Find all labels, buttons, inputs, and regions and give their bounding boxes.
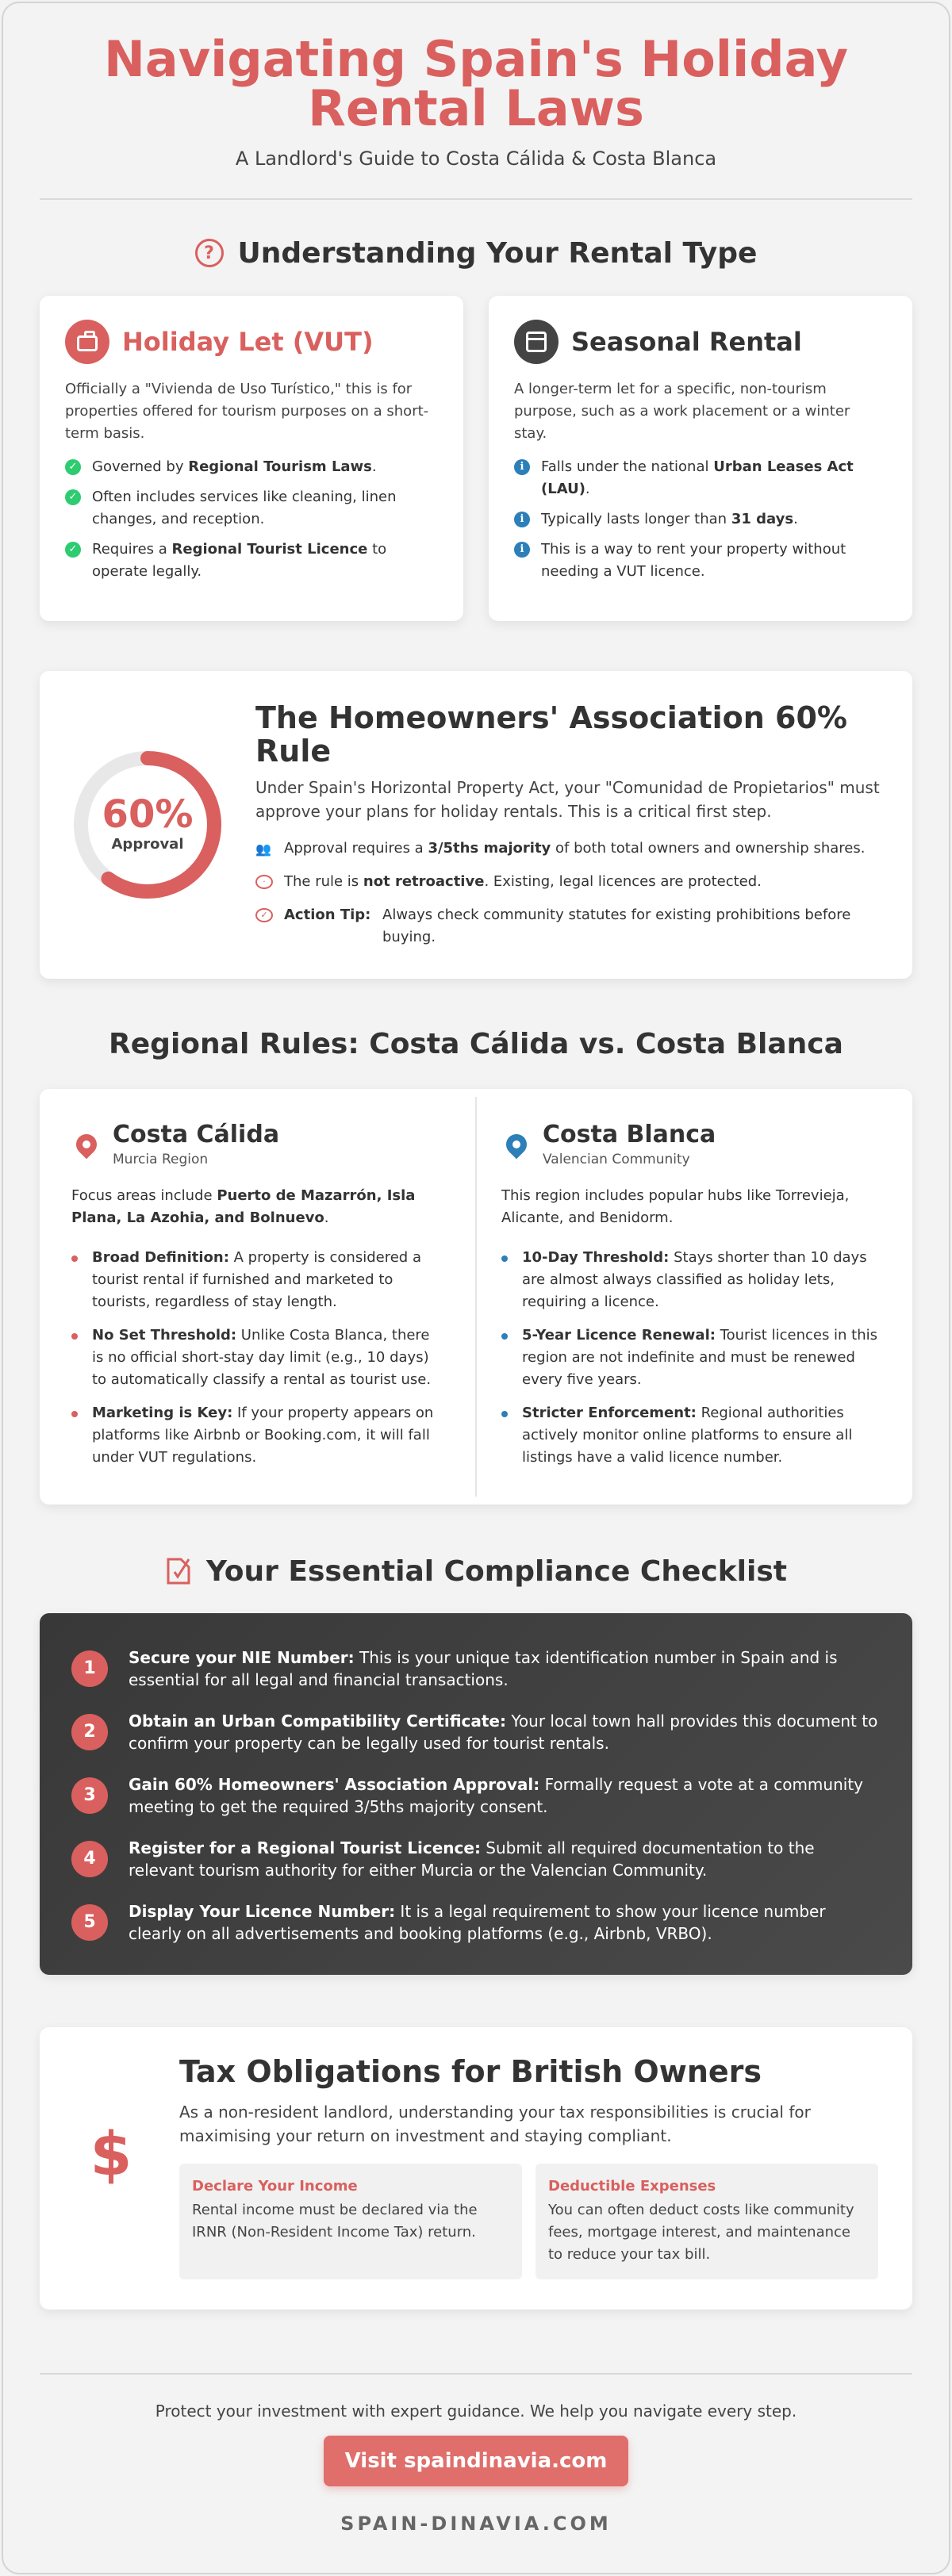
check-circle-icon: ✓ — [65, 542, 81, 558]
calida-title: Costa Cálida — [113, 1121, 280, 1148]
action-tip-text: Always check community statutes for existing prohibitions before buying. — [382, 907, 851, 945]
list-item: ✓ Governed by Regional Tourism Laws. — [65, 456, 438, 478]
seasonal-description: A longer-term let for a specific, non-tourism purpose, such as a work placement or a winter stay. — [514, 381, 850, 442]
brand-footer: SPAIN-DINAVIA.COM — [340, 2513, 612, 2535]
gauge-label: Approval — [111, 836, 184, 853]
hoa-description: Under Spain's Horizontal Property Act, your "Comunidad de Propietarios" must approve your plans for holiday rentals. This is a critical first step. — [255, 778, 880, 821]
users-icon: 👥 — [255, 841, 271, 857]
blanca-intro: This region includes popular hubs like Torrevieja, Alicante, and Benidorm. — [501, 1187, 850, 1226]
check-circle-icon: ✓ — [65, 489, 81, 505]
info-circle-icon: i — [514, 459, 530, 475]
approval-item: 👥 Approval requires a 3/5ths majority of both total owners and ownership shares. — [255, 838, 882, 861]
dollar-icon: $ — [90, 2118, 132, 2189]
gauge-value: 60% — [102, 792, 194, 837]
deductible-expenses-box — [536, 2164, 878, 2279]
divider — [40, 198, 912, 200]
action-tip-item — [255, 904, 882, 949]
calendar-icon — [514, 320, 559, 364]
question-circle-icon: ? — [195, 239, 224, 267]
seasonal-title: Seasonal Rental — [571, 327, 802, 357]
list-item: Stricter Enforcement: Regional authorities actively monitor online platforms to ensure all listings have a valid licence number. — [501, 1402, 887, 1469]
map-pin-icon — [72, 1129, 102, 1159]
declare-income-text: Rental income must be declared via the IRNR (Non-Resident Income Tax) return. — [192, 2202, 478, 2241]
blanca-title: Costa Blanca — [543, 1121, 716, 1148]
rental-type-heading: ? Understanding Your Rental Type — [40, 235, 912, 271]
checklist-step: 3 Gain 60% Homeowners' Association Approval: Formally request a vote at a community meeting to get the required 3/5ths majority consent. — [71, 1773, 881, 1818]
list-item: i Typically lasts longer than 31 days. — [514, 508, 887, 531]
retroactive-item: · The rule is not retroactive. Existing, legal licences are protected. — [255, 871, 882, 893]
hoa-title: The Homeowners' Association 60% Rule — [255, 700, 847, 769]
column-divider — [475, 1097, 477, 1497]
holiday-let-title: Holiday Let (VUT) — [122, 327, 374, 357]
checklist-card — [40, 1613, 912, 1975]
action-tip-label: Action Tip: — [284, 907, 371, 923]
checklist-step: 1 Secure your NIE Number: This is your unique tax identification number in Spain and is essential for all legal and financial transactions. — [71, 1646, 881, 1691]
briefcase-icon — [65, 320, 109, 364]
tax-title: Tax Obligations for British Owners — [179, 2054, 762, 2089]
list-item: 5-Year Licence Renewal: Tourist licences in this region are not indefinite and must be renewed every five years. — [501, 1324, 887, 1391]
calida-intro: Focus areas include Puerto de Mazarrón, Isla Plana, La Azohia, and Bolnuevo. — [71, 1187, 416, 1226]
list-item: Marketing is Key: If your property appears on platforms like Airbnb or Booking.com, it will fall under VUT regulations. — [71, 1402, 444, 1469]
checklist-step: 2 Obtain an Urban Compatibility Certificate: Your local town hall provides this document to confirm your property can be legally used for tourist rentals. — [71, 1710, 881, 1754]
footer-tagline: Protect your investment with expert guidance. We help you navigate every step. — [155, 2402, 797, 2421]
holiday-let-description: Officially a "Vivienda de Uso Turístico," this is for properties offered for tourism purposes on a short-term basis. — [65, 381, 429, 442]
costa-calida-column — [71, 1121, 444, 1469]
declare-income-title: Declare Your Income — [192, 2178, 358, 2195]
calida-region: Murcia Region — [113, 1152, 209, 1167]
list-item: ✓ Requires a Regional Tourist Licence to operate legally. — [65, 539, 438, 583]
deductible-expenses-title: Deductible Expenses — [548, 2178, 716, 2195]
list-item: Broad Definition: A property is considered a tourist rental if furnished and marketed to tourists, regardless of stay length. — [71, 1247, 444, 1313]
checklist-icon — [165, 1556, 192, 1586]
page-subtitle: A Landlord's Guide to Costa Cálida & Costa Blanca — [235, 148, 717, 170]
blanca-region: Valencian Community — [543, 1152, 690, 1167]
seasonal-rental-card — [489, 296, 912, 621]
list-item: ✓ Often includes services like cleaning, linen changes, and reception. — [65, 486, 438, 531]
tax-description: As a non-resident landlord, understanding your tax responsibilities is crucial for maximising your return on investment and staying compliant. — [179, 2103, 811, 2145]
visit-website-button[interactable]: Visit spaindinavia.com — [324, 2436, 628, 2486]
list-item: i Falls under the national Urban Leases Act (LAU). — [514, 456, 887, 500]
check-circle-icon: ✓ — [65, 459, 81, 475]
list-item: No Set Threshold: Unlike Costa Blanca, there is no official short-stay day limit (e.g., 10 days) to automatically classify a rental as tourist use. — [71, 1324, 444, 1391]
page-title: Navigating Spain's Holiday Rental Laws — [103, 30, 849, 137]
holiday-let-card — [40, 296, 463, 621]
footer-divider — [40, 2373, 912, 2375]
costa-blanca-column — [501, 1121, 887, 1469]
deductible-expenses-text: You can often deduct costs like community fees, mortgage interest, and maintenance to reduce your tax bill. — [548, 2202, 854, 2263]
regional-heading: Regional Rules: Costa Cálida vs. Costa Blanca — [109, 1028, 843, 1060]
map-pin-icon — [502, 1129, 532, 1159]
info-circle-icon: i — [514, 512, 530, 527]
list-item: 10-Day Threshold: Stays shorter than 10 days are almost always classified as holiday lets, requiring a licence. — [501, 1247, 887, 1313]
regional-card — [40, 1089, 912, 1505]
tax-card — [40, 2027, 912, 2310]
info-circle-icon: i — [514, 542, 530, 558]
declare-income-box — [179, 2164, 522, 2279]
checklist-step: 5 Display Your Licence Number: It is a legal requirement to show your licence number clearly on all advertisements and booking platforms (e.g., Airbnb, VRBO). — [71, 1900, 881, 1945]
hoa-card — [40, 671, 912, 979]
check-circle-icon: ✓ — [255, 908, 273, 922]
checklist-heading: Your Essential Compliance Checklist — [40, 1553, 912, 1589]
checklist-step: 4 Register for a Regional Tourist Licence: Submit all required documentation to the relevant tourism authority for either Murcia or the Valencian Community. — [71, 1837, 881, 1881]
clock-icon: · — [255, 875, 273, 889]
list-item: i This is a way to rent your property without needing a VUT licence. — [514, 539, 887, 583]
